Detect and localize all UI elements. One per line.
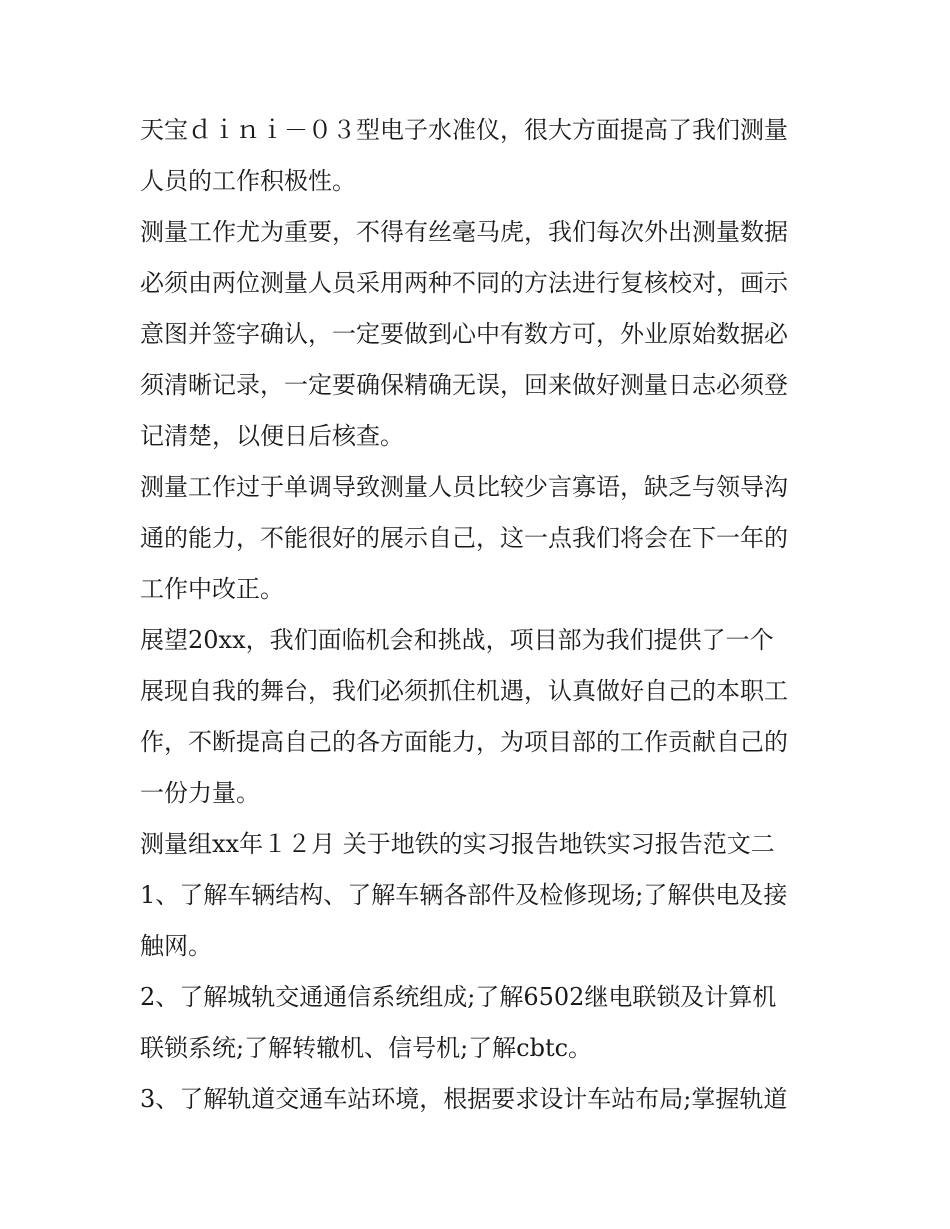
- text-line: 1、了解车辆结构、了解车辆各部件及检修现场;了解供电及接: [140, 881, 788, 909]
- text-line: 展现自我的舞台，我们必须抓住机遇，认真做好自己的本职工: [140, 677, 788, 705]
- text-line: 触网。: [140, 932, 212, 960]
- text-line: 通的能力，不能很好的展示自己，这一点我们将会在下一年的: [140, 524, 788, 552]
- text-line: 2、了解城轨交通通信系统组成;了解6502继电联锁及计算机: [140, 983, 777, 1011]
- text-line: 必须由两位测量人员采用两种不同的方法进行复核校对，画示: [140, 269, 788, 297]
- text-line: 人员的工作积极性。: [140, 167, 356, 195]
- text-line: 展望20xx，我们面临机会和挑战，项目部为我们提供了一个: [140, 626, 774, 654]
- text-line: 工作中改正。: [140, 575, 284, 603]
- text-line: 天宝ｄｉｎｉ－０３型电子水准仪，很大方面提高了我们测量: [140, 116, 788, 144]
- text-line: 3、了解轨道交通车站环境，根据要求设计车站布局;掌握轨道: [140, 1085, 788, 1113]
- text-line: 测量工作过于单调导致测量人员比较少言寡语，缺乏与领导沟: [140, 473, 788, 501]
- text-line: 测量组xx年１２月 关于地铁的实习报告地铁实习报告范文二: [140, 830, 775, 858]
- text-line: 一份力量。: [140, 779, 260, 807]
- text-line: 须清晰记录，一定要确保精确无误，回来做好测量日志必须登: [140, 371, 788, 399]
- text-line: 测量工作尤为重要，不得有丝毫马虎，我们每次外出测量数据: [140, 218, 788, 246]
- text-line: 意图并签字确认，一定要做到心中有数方可，外业原始数据必: [140, 320, 788, 348]
- text-line: 记清楚，以便日后核查。: [140, 422, 404, 450]
- text-line: 联锁系统;了解转辙机、信号机;了解cbtc。: [140, 1034, 593, 1062]
- text-line: 作，不断提高自己的各方面能力，为项目部的工作贡献自己的: [140, 728, 788, 756]
